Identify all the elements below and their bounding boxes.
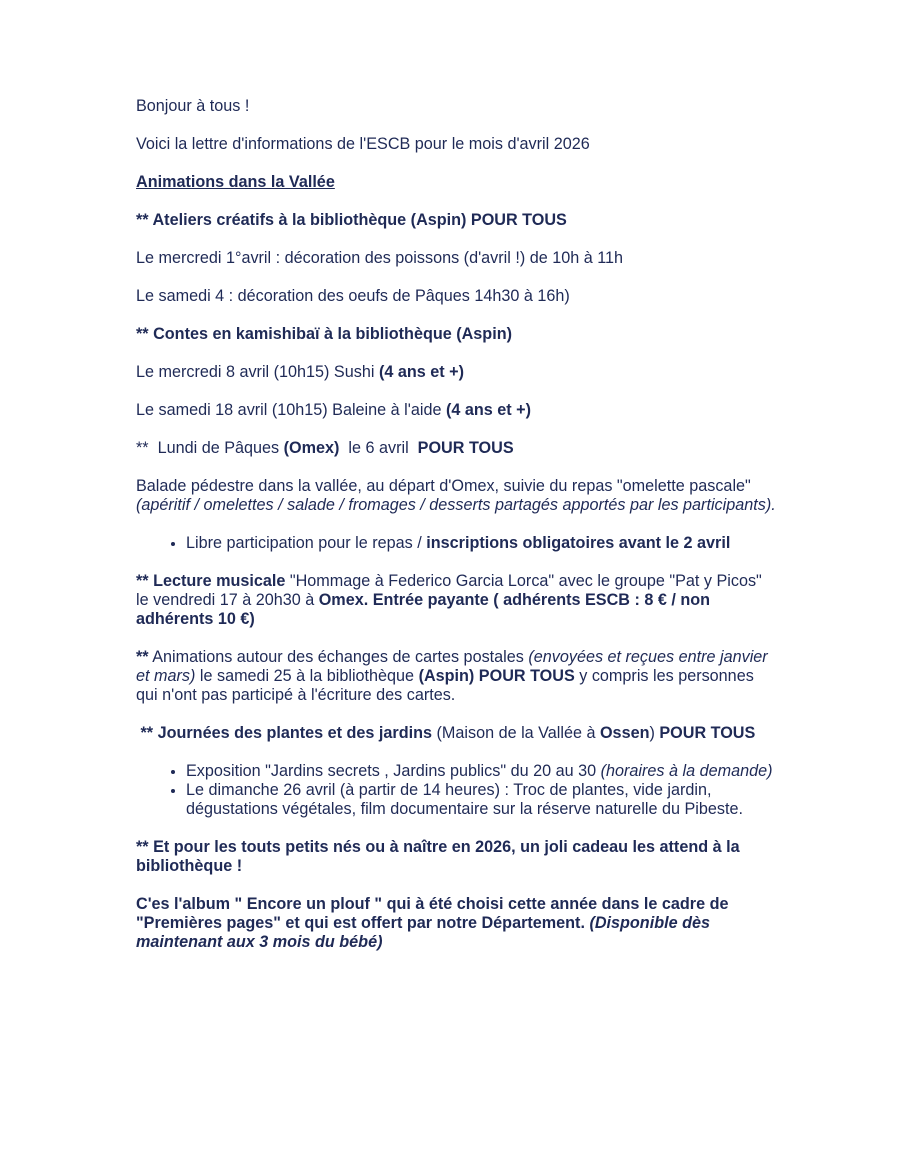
paques-date: le 6 avril	[339, 439, 418, 457]
paques-list	[136, 534, 776, 553]
jardins-text-1: (Maison de la Vallée à	[432, 724, 600, 742]
cartes-prefix: **	[136, 648, 149, 666]
paques-audience: POUR TOUS	[417, 439, 514, 457]
list-item	[186, 762, 776, 781]
contes-line-1-age: (4 ans et +)	[378, 363, 464, 381]
ateliers-line-2: Le samedi 4 : décoration des oeufs de Pâques 14h30 à 16h)	[136, 287, 570, 305]
ateliers-title: ** Ateliers créatifs à la bibliothèque (Aspin) POUR TOUS	[136, 211, 567, 229]
paques-bullet-text: Libre participation pour le repas /	[186, 534, 427, 552]
ateliers-line-1: Le mercredi 1°avril : décoration des poissons (d'avril !) de 10h à 11h	[136, 249, 624, 267]
album-italic: (Disponible dès maintenant aux 3 mois du bébé)	[136, 914, 710, 951]
jardins-bold-3: POUR TOUS	[659, 724, 756, 742]
paques-title	[136, 439, 776, 458]
petits-paragraph: ** Et pour les touts petits nés ou à naître en 2026, un joli cadeau les attend à la bibliothèque !	[136, 838, 740, 875]
lecture-paragraph	[136, 572, 776, 629]
jardins-bold-1: ** Journées des plantes et des jardins	[136, 724, 432, 742]
cartes-text-3: y compris les personnes qui n'ont pas participé à l'écriture des cartes.	[136, 667, 754, 704]
contes-line-2-age: (4 ans et +)	[445, 401, 531, 419]
contes-line-2	[136, 401, 776, 420]
lecture-prefix: ** Lecture musicale	[136, 572, 286, 590]
jardins-list	[136, 762, 776, 819]
jardins-text-2: )	[649, 724, 660, 742]
cartes-paragraph	[136, 648, 776, 705]
greeting: Bonjour à tous !	[136, 97, 250, 115]
jardins-bullet-2-text: Le dimanche 26 avril (à partir de 14 heures) : Troc de plantes, vide jardin, dégustations végétales, film documentaire sur la réserve naturelle du Pibeste.	[186, 781, 743, 818]
paques-prefix: ** Lundi de Pâques	[136, 439, 284, 457]
jardins-bullet-1-text: Exposition "Jardins secrets , Jardins publics" du 20 au 30	[186, 762, 601, 780]
paques-place: (Omex)	[283, 439, 340, 457]
contes-line-1-text: Le mercredi 8 avril (10h15) Sushi	[136, 363, 379, 381]
contes-line-1	[136, 363, 776, 382]
newsletter-body	[136, 97, 776, 971]
intro-text: Voici la lettre d'informations de l'ESCB pour le mois d'avril 2026	[136, 135, 590, 153]
list-item	[186, 534, 776, 553]
paques-desc-italic: (apéritif / omelettes / salade / fromages / desserts partagés apportés par les participants).	[136, 496, 776, 514]
jardins-bullet-1-italic: (horaires à la demande)	[600, 762, 773, 780]
cartes-text-2: le samedi 25 à la bibliothèque	[195, 667, 419, 685]
list-item	[186, 781, 776, 819]
jardins-bold-2: Ossen	[599, 724, 650, 742]
album-text: C'es l'album " Encore un plouf " qui à été choisi cette année dans le cadre de "Premières pages" et qui est offert par notre Département.	[136, 895, 729, 932]
album-paragraph	[136, 895, 776, 952]
paques-desc: Balade pédestre dans la vallée, au départ d'Omex, suivie du repas "omelette pascale"	[136, 477, 751, 495]
paques-description	[136, 477, 776, 515]
jardins-title	[136, 724, 776, 743]
cartes-bold: (Aspin) POUR TOUS	[418, 667, 575, 685]
section-title: Animations dans la Vallée	[136, 173, 335, 191]
paques-bullet-bold: inscriptions obligatoires avant le 2 avril	[426, 534, 731, 552]
lecture-text: "Hommage à Federico Garcia Lorca" avec le groupe "Pat y Picos" le vendredi 17 à 20h30 à	[136, 572, 762, 609]
contes-line-2-text: Le samedi 18 avril (10h15) Baleine à l'aide	[136, 401, 446, 419]
cartes-italic: (envoyées et reçues entre janvier et mars)	[136, 648, 768, 685]
lecture-place: Omex. Entrée payante ( adhérents ESCB : 8 € / non adhérents 10 €)	[136, 591, 711, 628]
contes-title: ** Contes en kamishibaï à la bibliothèque (Aspin)	[136, 325, 512, 343]
cartes-text-1: Animations autour des échanges de cartes postales	[148, 648, 529, 666]
